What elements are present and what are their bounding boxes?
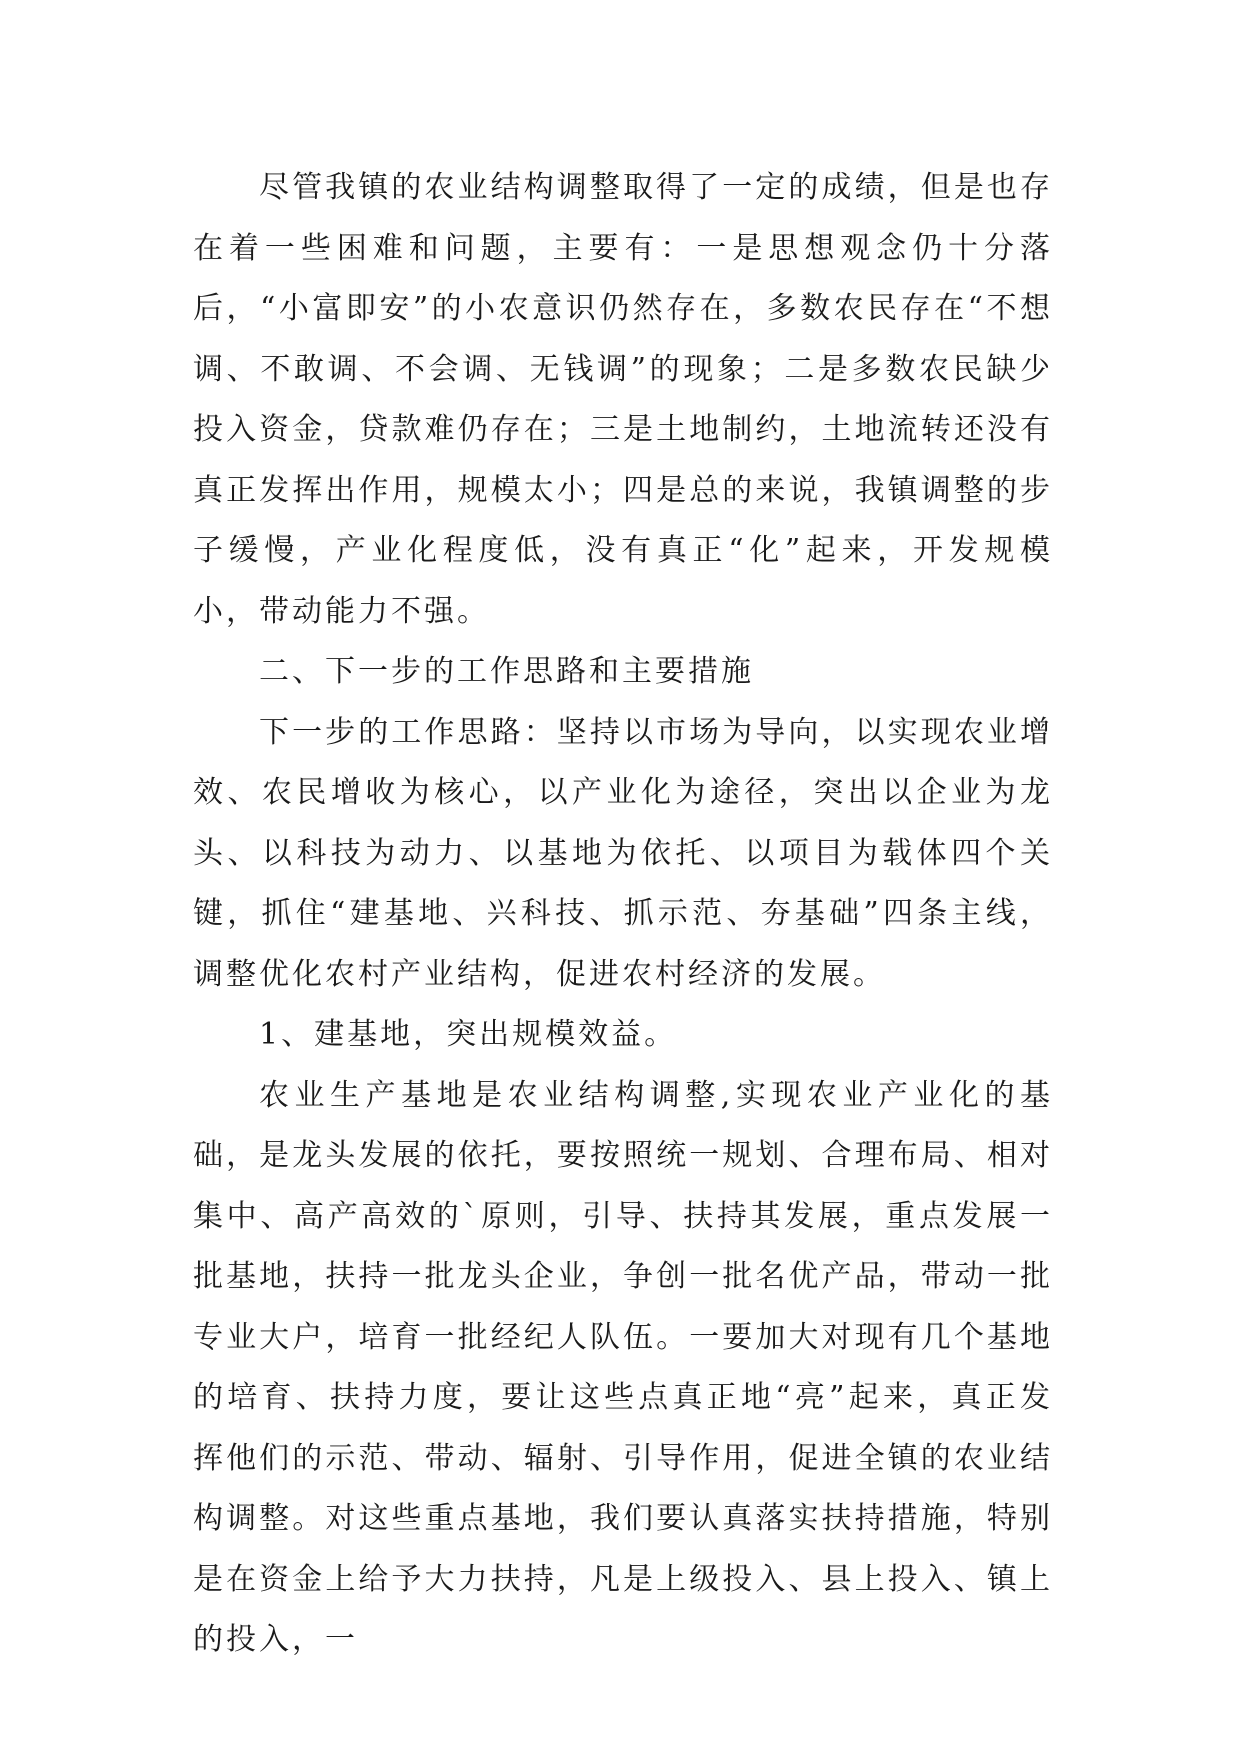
- document-body: [193, 158, 1053, 1671]
- paragraph-difficulties: 尽管我镇的农业结构调整取得了一定的成绩，但是也存在着一些困难和问题，主要有：一是思想观念仍十分落后，“小富即安”的小农意识仍然存在，多数农民存在“不想调、不敢调、不会调、无钱调”的现象；二是多数农民缺少投入资金，贷款难仍存在；三是土地制约，土地流转还没有真正发挥出作用，规模太小；四是总的来说，我镇调整的步子缓慢，产业化程度低，没有真正“化”起来，开发规模小，带动能力不强。: [193, 170, 1053, 629]
- paragraph-production-bases: 农业生产基地是农业结构调整,实现农业产业化的基础，是龙头发展的依托，要按照统一规划、合理布局、相对集中、高产高效的`原则，引导、扶持其发展，重点发展一批基地，扶持一批龙头企业，争创一批名优产品，带动一批专业大户，培育一批经纪人队伍。一要加大对现有几个基地的培育、扶持力度，要让这些点真正地“亮”起来，真正发挥他们的示范、带动、辐射、引导作用，促进全镇的农业结构调整。对这些重点基地，我们要认真落实扶持措施，特别是在资金上给予大力扶持，凡是上级投入、县上投入、镇上的投入，一: [193, 1077, 1053, 1657]
- section-heading-next-steps: 二、下一步的工作思路和主要措施: [259, 654, 754, 689]
- paragraph-work-plan: 下一步的工作思路：坚持以市场为导向，以实现农业增效、农民增收为核心，以产业化为途径，突出以企业为龙头、以科技为动力、以基地为依托、以项目为载体四个关键，抓住“建基地、兴科技、抓示范、夯基础”四条主线，调整优化农村产业结构，促进农村经济的发展。: [193, 714, 1053, 992]
- subheading-build-bases: 1、建基地，突出规模效益。: [259, 1017, 678, 1052]
